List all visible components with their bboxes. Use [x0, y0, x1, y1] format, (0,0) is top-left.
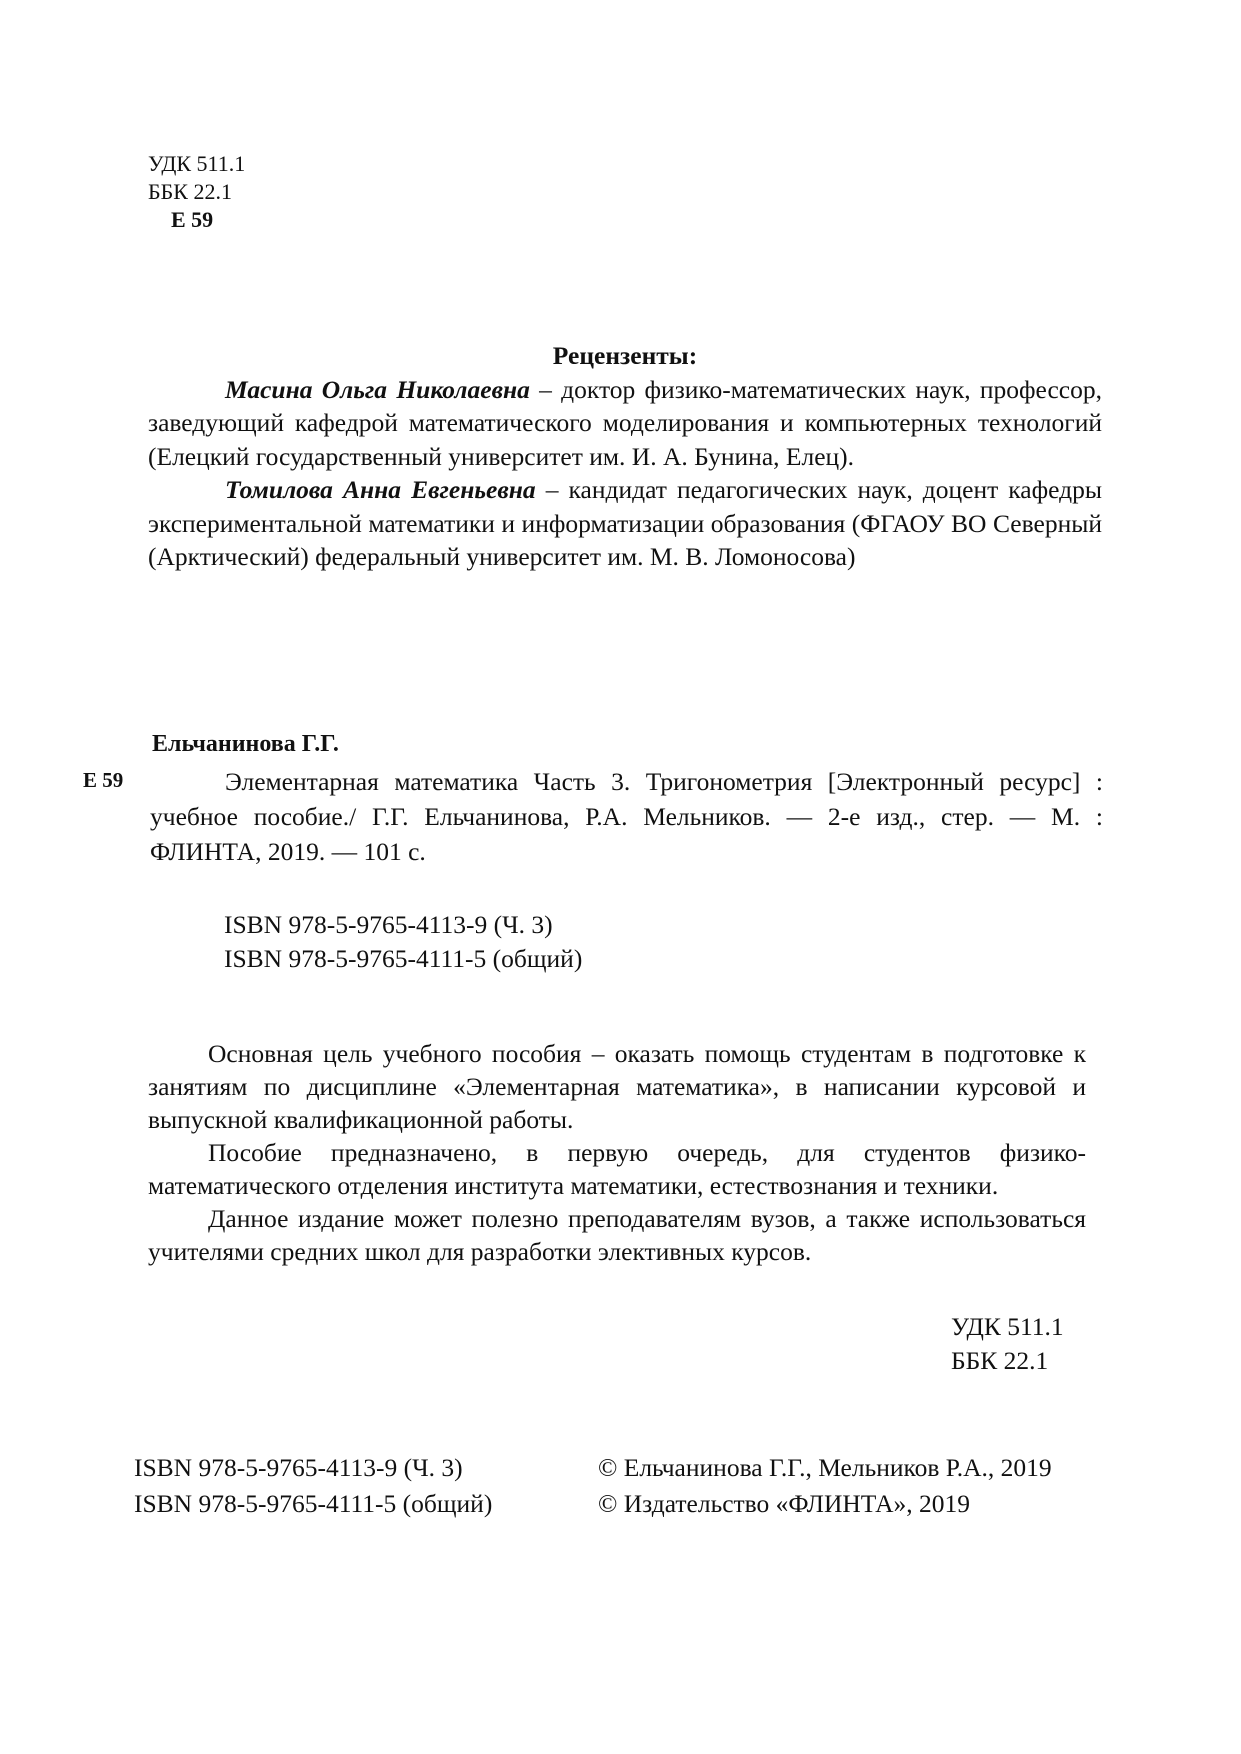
author-mark: Е 59 — [171, 207, 214, 232]
copyright-publisher: © Издательство «ФЛИНТА», 2019 — [598, 1489, 971, 1518]
abstract-paragraph: Основная цель учебного пособия – оказать помощь студентам в подготовке к занятиям по дисциплине «Элементарная математика», в написании курсовой и выпускной квалификационной работы. — [148, 1039, 1086, 1134]
reviewer-description: – кандидат педагогических наук, доцент кафедры экспериментальной математики и информатизации образования (ФГАОУ ВО Северный (Арктический) федеральный университет им. М. В. Ломоносова) — [148, 475, 1102, 571]
isbn-general: ISBN 978-5-9765-4111-5 (общий) — [224, 944, 583, 973]
bbk-code: ББК 22.1 — [951, 1346, 1049, 1375]
bottom-classification-codes — [951, 1310, 1064, 1378]
abstract — [148, 1037, 1086, 1268]
abstract-paragraph: Пособие предназначено, в первую очередь, для студентов физико-математического отделения института математики, естествознания и техники. — [148, 1138, 1086, 1200]
copyright-authors: © Ельчанинова Г.Г., Мельников Р.А., 2019 — [598, 1453, 1052, 1482]
isbn-part: ISBN 978-5-9765-4113-9 (Ч. 3) — [134, 1453, 463, 1482]
isbn-general: ISBN 978-5-9765-4111-5 (общий) — [134, 1489, 493, 1518]
author-mark-margin: Е 59 — [83, 768, 124, 792]
reviewer-name: Томилова Анна Евгеньевна — [225, 475, 536, 504]
reviewers-title: Рецензенты: — [552, 341, 698, 370]
reviewer-description: – доктор физико-математических наук, профессор, заведующий кафедрой математического моделирования и компьютерных технологий (Елецкий государственный университет им. И. А. Бунина, Елец). — [148, 374, 1102, 471]
udk-code: УДК 511.1 — [148, 151, 246, 176]
author-heading: Ельчанинова Г.Г. — [152, 731, 339, 757]
reviewer-entry — [148, 473, 1102, 574]
udk-code: УДК 511.1 — [951, 1312, 1064, 1341]
bibliographic-description: Элементарная математика Часть 3. Тригонометрия [Электронный ресурс] : учебное пособие./ Г.Г. Ельчанинова, Р.А. Мельников. — 2-е изд., стер. — М. : ФЛИНТА, 2019. — 101 с. — [150, 767, 1103, 866]
footer-isbn — [134, 1450, 492, 1522]
reviewer-entry — [148, 373, 1102, 474]
reviewers-section — [148, 339, 1102, 574]
isbn-part: ISBN 978-5-9765-4113-9 (Ч. 3) — [224, 910, 553, 939]
top-classification-codes — [148, 150, 245, 234]
bbk-code: ББК 22.1 — [148, 179, 232, 204]
abstract-paragraph: Данное издание может полезно преподавателям вузов, а также использоваться учителями средних школ для разработки элективных курсов. — [148, 1204, 1086, 1266]
isbn-block — [224, 908, 582, 976]
copyright-block — [598, 1450, 1052, 1522]
reviewer-name: Масина Ольга Николаевна — [225, 374, 530, 404]
